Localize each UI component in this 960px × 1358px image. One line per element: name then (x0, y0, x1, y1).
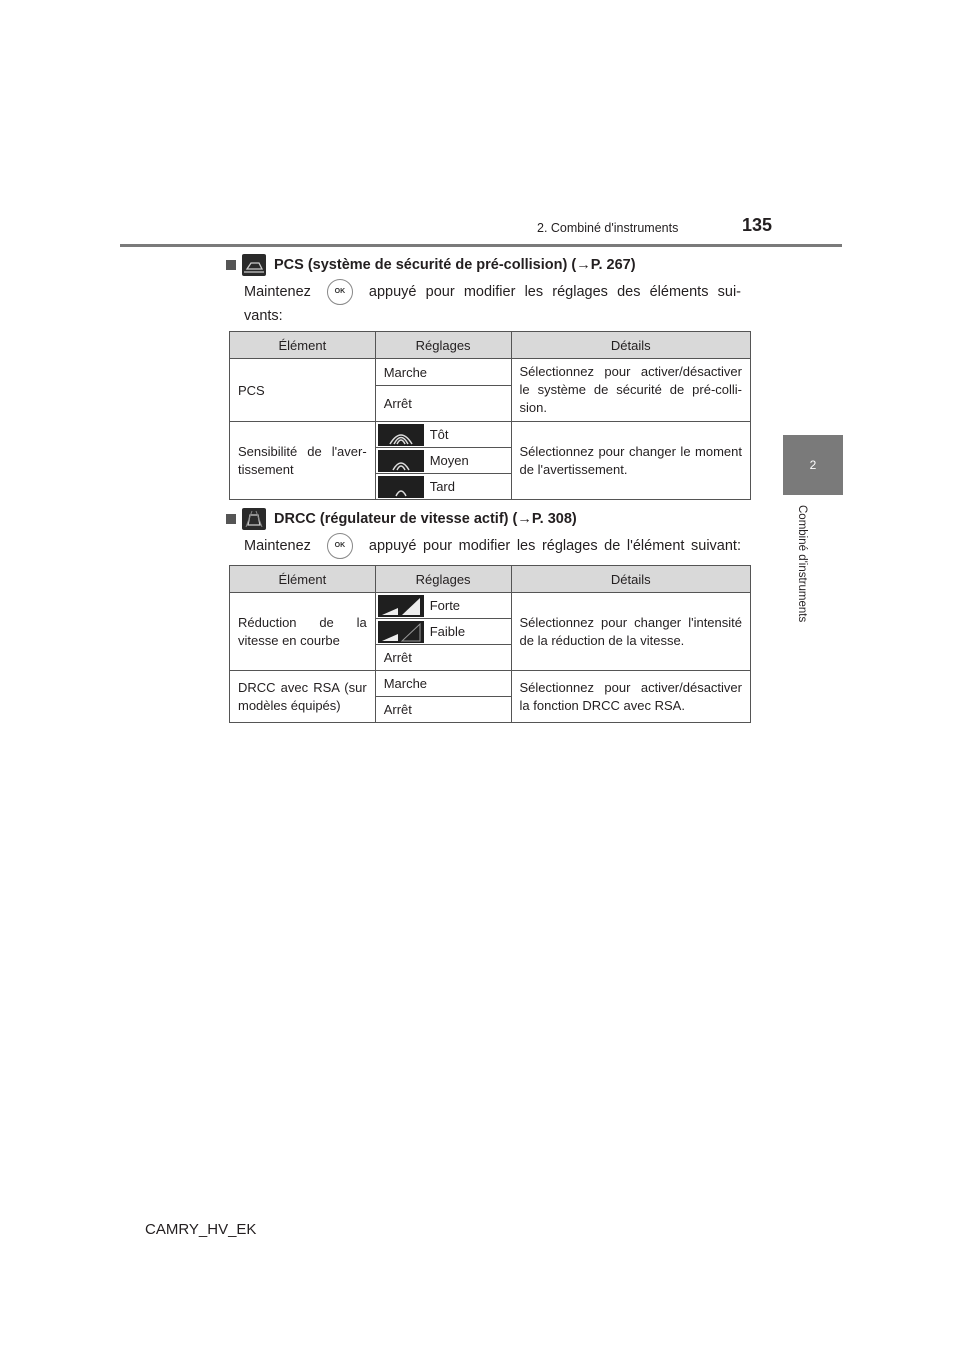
reference-arrow-icon: → (576, 257, 591, 273)
setting-early-label: Tôt (429, 427, 449, 442)
col-header-item: Élément (230, 566, 376, 593)
warning-early-icon (378, 424, 424, 446)
setting-marche: Marche (375, 671, 511, 697)
item-drcc-rsa: DRCC avec RSA (sur modèles équipés) (230, 671, 376, 723)
setting-strong-label: Forte (429, 598, 461, 613)
item-curve-speed: Réduction de la vitesse en courbe (230, 593, 376, 671)
setting-early (375, 422, 511, 448)
instr-line2: vants: (244, 308, 283, 324)
setting-late (375, 474, 511, 500)
table-row (230, 593, 751, 619)
instr-after: appuyé pour modifier les réglages de l'élément suivant: (368, 538, 741, 554)
setting-marche: Marche (375, 359, 511, 386)
table-header-row (230, 332, 751, 359)
item-sensitivity: Sensibilité de l'aver-tissement (230, 422, 376, 500)
detail-drcc-rsa: Sélectionnez pour activer/désactiver la fonction DRCC avec RSA. (511, 671, 750, 723)
setting-strong (375, 593, 511, 619)
section-pcs-instruction (244, 279, 741, 327)
reduction-weak-icon (378, 621, 424, 643)
setting-arret: Arrêt (375, 645, 511, 671)
detail-curve-speed: Sélectionnez pour changer l'intensité de la réduction de la vitesse. (511, 593, 750, 671)
section-drcc-title: DRCC (régulateur de vitesse actif) ( (274, 511, 518, 527)
table-row (230, 359, 751, 386)
setting-medium (375, 448, 511, 474)
bullet-square-icon (226, 260, 236, 270)
reference-arrow-icon: → (517, 511, 532, 527)
warning-medium-icon (378, 450, 424, 472)
instr-after: appuyé pour modifier les réglages des éléments sui- (368, 284, 741, 300)
table-row (230, 671, 751, 697)
detail-sensitivity: Sélectionnez pour changer le moment de l'avertissement. (511, 422, 750, 500)
chapter-number: 2 (809, 458, 817, 472)
drcc-settings-table (229, 565, 751, 723)
item-pcs: PCS (230, 359, 376, 422)
col-header-settings: Réglages (375, 332, 511, 359)
table-row (230, 422, 751, 448)
bullet-square-icon (226, 514, 236, 524)
setting-late-label: Tard (429, 479, 455, 494)
col-header-item: Élément (230, 332, 376, 359)
header-section-title: 2. Combiné d'instruments (537, 221, 679, 235)
setting-arret: Arrêt (375, 386, 511, 422)
warning-late-icon (378, 476, 424, 498)
footer-model-code: CAMRY_HV_EK (145, 1221, 257, 1238)
setting-weak-label: Faible (429, 624, 466, 639)
drcc-icon (242, 508, 266, 530)
instr-before: Maintenez (244, 284, 311, 300)
setting-arret: Arrêt (375, 697, 511, 723)
col-header-details: Détails (511, 332, 750, 359)
ok-switch-icon: OK (327, 533, 353, 559)
section-pcs-ref: P. 267) (590, 257, 636, 273)
page-number: 135 (742, 215, 773, 235)
instr-before: Maintenez (244, 538, 311, 554)
chapter-tab (783, 435, 843, 495)
setting-medium-label: Moyen (429, 453, 469, 468)
header-divider (120, 244, 842, 247)
section-drcc-heading (226, 508, 577, 530)
section-pcs-heading (226, 254, 636, 276)
col-header-details: Détails (511, 566, 750, 593)
chapter-tab-label: Combiné d'instruments (796, 505, 808, 623)
pcs-settings-table (229, 331, 751, 500)
col-header-settings: Réglages (375, 566, 511, 593)
table-header-row (230, 566, 751, 593)
setting-weak (375, 619, 511, 645)
section-drcc-ref: P. 308) (531, 511, 577, 527)
pcs-icon (242, 254, 266, 276)
reduction-strong-icon (378, 595, 424, 617)
ok-switch-icon: OK (327, 279, 353, 305)
section-pcs-title: PCS (système de sécurité de pré-collision) ( (274, 257, 577, 273)
section-drcc-instruction (244, 533, 741, 559)
detail-pcs: Sélectionnez pour activer/désactiver le système de sécurité de pré-colli-sion. (511, 359, 750, 422)
